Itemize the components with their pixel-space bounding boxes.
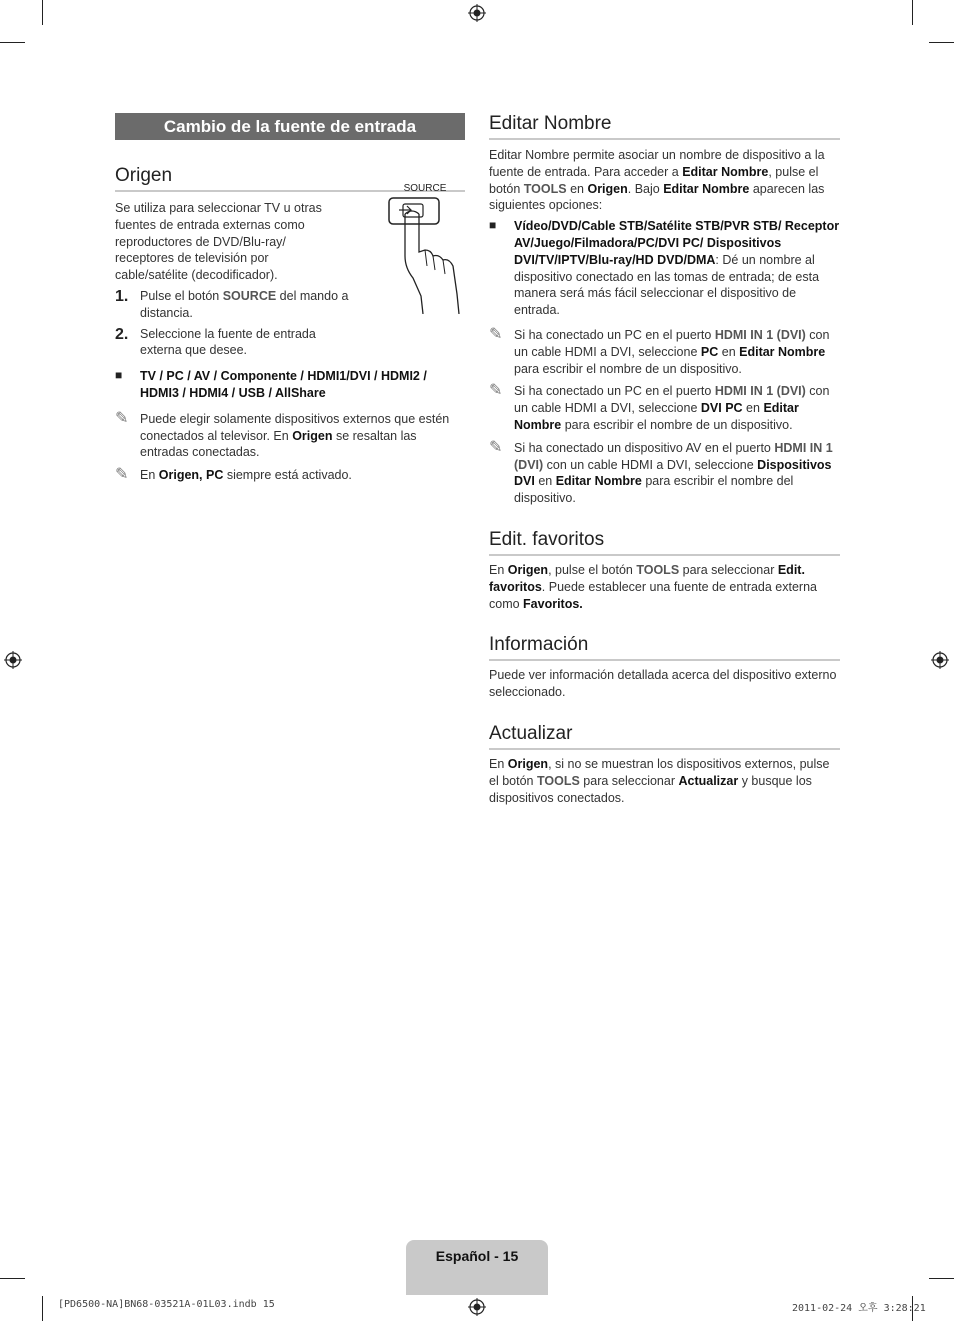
note bbox=[115, 467, 465, 484]
note-text: Si ha conectado un PC en el puerto HDMI IN 1 (DVI) con un cable HDMI a DVI, seleccione PC en Editar Nombre para escribir el nombre de un dispositivo. bbox=[514, 327, 830, 376]
crop-mark bbox=[42, 1296, 43, 1321]
step-number: 1. bbox=[115, 287, 129, 305]
step-text: Pulse el botón SOURCE del mando a distancia. bbox=[140, 288, 349, 320]
pencil-note-icon: ✎ bbox=[489, 438, 503, 456]
note bbox=[489, 440, 840, 507]
left-column bbox=[115, 113, 465, 484]
print-timestamp: 2011-02-24 오후 3:28:21 bbox=[792, 1303, 926, 1314]
editar-intro: Editar Nombre permite asociar un nombre de dispositivo a la fuente de entrada. Para acceder a Editar Nombre, pulse el botón TOOLS en Origen. Bajo Editar Nombre aparecen las siguientes opciones: bbox=[489, 148, 825, 213]
registration-mark-icon bbox=[468, 1298, 486, 1316]
crop-mark bbox=[929, 42, 954, 43]
hand-pressing-source-button-icon bbox=[385, 194, 465, 314]
note-text: Si ha conectado un PC en el puerto HDMI IN 1 (DVI) con un cable HDMI a DVI, seleccione DVI PC en Editar Nombre para escribir el nombre de un dispositivo. bbox=[514, 384, 830, 432]
actualizar-text: En Origen, si no se muestran los dispositivos externos, pulse el botón TOOLS para seleccionar Actualizar y busque los dispositivos conectados. bbox=[489, 756, 830, 805]
list-item bbox=[489, 218, 840, 319]
list-item bbox=[115, 326, 465, 360]
crop-mark bbox=[0, 1278, 25, 1279]
page-label: Español - 15 bbox=[435, 1248, 519, 1264]
step-number: 2. bbox=[115, 325, 129, 343]
pencil-note-icon: ✎ bbox=[489, 382, 503, 400]
heading-editar-nombre: Editar Nombre bbox=[489, 113, 840, 140]
registration-mark-icon bbox=[468, 4, 486, 22]
favoritos-text: En Origen, pulse el botón TOOLS para seleccionar Edit. favoritos. Puede establecer una fuente de entrada externa como Favoritos. bbox=[489, 562, 817, 611]
heading-edit-favoritos: Edit. favoritos bbox=[489, 529, 840, 556]
note bbox=[489, 327, 840, 377]
square-bullet-icon: ■ bbox=[115, 368, 123, 383]
square-bullet-icon: ■ bbox=[489, 218, 497, 233]
source-figure bbox=[385, 183, 465, 313]
step-text: Seleccione la fuente de entrada externa que desee. bbox=[140, 326, 316, 358]
file-info: [PD6500-NA]BN68-03521A-01L03.indb 15 bbox=[58, 1299, 275, 1310]
crop-mark bbox=[912, 0, 913, 25]
heading-origen: Origen bbox=[115, 165, 465, 192]
note-text: Si ha conectado un dispositivo AV en el puerto HDMI IN 1 (DVI) con un cable HDMI a DVI, seleccione Dispositivos DVI en Editar Nombre para escribir el nombre del dispositivo. bbox=[514, 440, 833, 506]
origen-intro: Se utiliza para seleccionar TV u otras fuentes de entrada externas como reproductores de DVD/Blu-ray/ receptores de televisión por cable/satélite (decodificador). bbox=[115, 201, 322, 283]
registration-mark-icon bbox=[4, 651, 22, 669]
input-list: TV / PC / AV / Componente / HDMI1/DVI / HDMI2 / HDMI3 / HDMI4 / USB / AllShare bbox=[140, 369, 427, 400]
device-types: Vídeo/DVD/Cable STB/Satélite STB/PVR STB/ Receptor AV/Juego/Filmadora/PC/DVI PC/ Dispositivos DVI/TV/IPTV/Blu-ray/HD DVD/DMA: Dé un nombre al dispositivo conectado en las tomas de entrada; de esta manera será más fácil seleccionar el dispositivo de entrada. bbox=[514, 219, 840, 318]
pencil-note-icon: ✎ bbox=[489, 325, 503, 343]
heading-actualizar: Actualizar bbox=[489, 723, 840, 750]
list-item bbox=[115, 368, 465, 402]
crop-mark bbox=[42, 0, 43, 25]
registration-mark-icon bbox=[931, 651, 949, 669]
note bbox=[115, 411, 465, 461]
section-banner: Cambio de la fuente de entrada bbox=[115, 113, 465, 140]
note bbox=[489, 383, 840, 433]
right-column bbox=[489, 113, 840, 806]
pencil-note-icon: ✎ bbox=[115, 409, 129, 427]
note-text: Puede elegir solamente dispositivos externos que estén conectados al televisor. En Origen se resaltan las entradas conectadas. bbox=[140, 411, 450, 460]
note-text: En Origen, PC siempre está activado. bbox=[140, 468, 352, 483]
informacion-text: Puede ver información detallada acerca del dispositivo externo seleccionado. bbox=[489, 668, 837, 700]
crop-mark bbox=[929, 1278, 954, 1279]
pencil-note-icon: ✎ bbox=[115, 466, 129, 484]
heading-informacion: Información bbox=[489, 634, 840, 661]
crop-mark bbox=[0, 42, 25, 43]
page-number-tab bbox=[406, 1240, 548, 1295]
source-label: SOURCE bbox=[403, 183, 447, 194]
